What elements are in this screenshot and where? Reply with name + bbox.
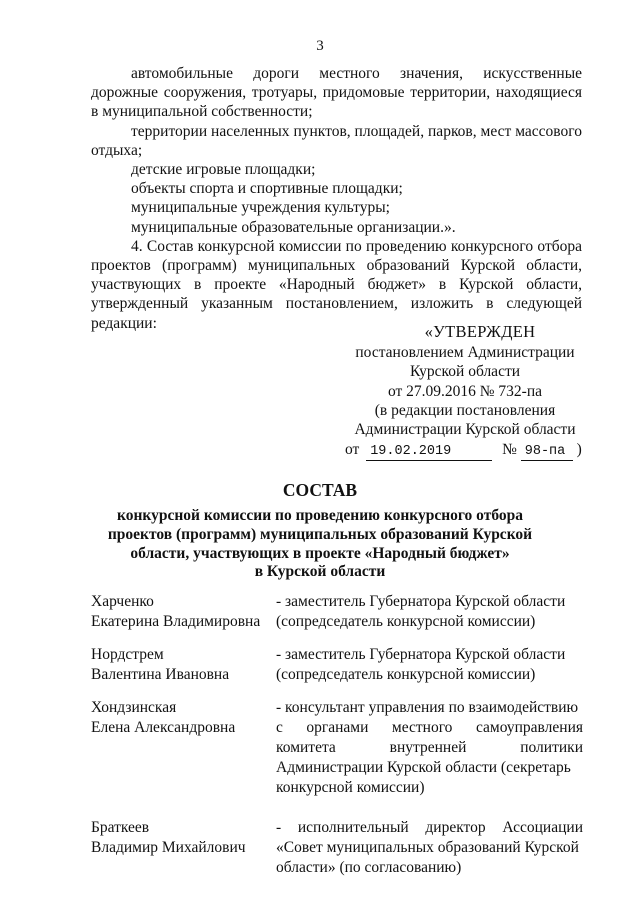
member-given-name: Валентина Ивановна (91, 666, 230, 683)
paragraph-roads: автомобильные дороги местного значения, искусственные дорожные сооружения, тротуары, придомовые территории, находящиеся в муниципальной собственности; (91, 65, 582, 121)
members-list (91, 592, 586, 878)
approval-line-5: Администрации Курской области (354, 421, 576, 439)
page-number: 3 (316, 38, 324, 54)
member-role-line: конкурсной комиссии) (276, 779, 425, 796)
approval-stamp (345, 322, 585, 461)
member-surname: Нордстрем (91, 646, 164, 663)
member-role (276, 592, 583, 632)
member-surname: Хондзинская (91, 699, 177, 716)
number-field: 98-па (521, 444, 573, 461)
approval-line-3: от 27.09.2016 № 732-па (387, 382, 543, 400)
member-surname: Браткеев (91, 819, 150, 836)
member-row (91, 698, 586, 798)
member-role-line: «Совет муниципальных образований Курской (276, 839, 579, 856)
paragraph-playgrounds: детские игровые площадки; (131, 161, 316, 179)
member-name (91, 592, 276, 632)
composition-subtitle-1: конкурсной комиссии по проведению конкурсного отбора (117, 507, 523, 524)
paragraph-item-4: 4. Состав конкурсной комиссии по проведению конкурсного отбора проектов (программ) муниципальных образований Курской области, участвующих в проекте «Народный бюджет» в Курской области, утвержденный указанным постановлением, изложить в следующей редакции: (91, 237, 582, 332)
composition-subtitle-3: области, участвующих в проекте «Народный бюджет» (130, 544, 510, 562)
member-name (91, 698, 276, 798)
member-name (91, 645, 276, 685)
approval-closing: ) (576, 441, 582, 459)
member-role-line: - заместитель Губернатора Курской области (276, 593, 566, 610)
member-role (276, 698, 583, 798)
paragraph-sports: объекты спорта и спортивные площадки; (131, 180, 403, 198)
member-role (276, 818, 583, 878)
member-given-name: Екатерина Владимировна (91, 613, 261, 630)
composition-title-block (90, 480, 550, 582)
member-given-name: Владимир Михайлович (91, 839, 246, 856)
member-role-line: (сопредседатель конкурсной комиссии) (276, 666, 536, 683)
member-role (276, 645, 583, 685)
member-role-line: - заместитель Губернатора Курской области (276, 646, 566, 663)
paragraph-territories: территории населенных пунктов, площадей, парков, мест массового отдыха; (91, 122, 582, 159)
approval-heading: «УТВЕРЖДЕН (424, 322, 536, 341)
approval-line-1: постановлением Администрации (355, 344, 575, 362)
composition-subtitle-4: в Курской области (254, 563, 386, 581)
member-name (91, 818, 276, 878)
date-field: 19.02.2019 (366, 444, 492, 461)
member-given-name: Елена Александровна (91, 719, 236, 736)
number-prefix: № (502, 441, 517, 459)
member-role-line: (сопредседатель конкурсной комиссии) (276, 613, 536, 630)
member-row (91, 592, 586, 632)
approval-line-2: Курской области (409, 363, 521, 381)
member-role-line: - консультант управления по взаимодействию (276, 699, 579, 716)
approval-date-row (345, 440, 585, 461)
date-prefix: от (345, 441, 360, 459)
approval-line-4: (в редакции постановления (374, 401, 556, 419)
member-row (91, 645, 586, 685)
member-role-line: области» (по согласованию) (276, 859, 462, 876)
member-row (91, 818, 586, 878)
composition-title: СОСТАВ (282, 480, 358, 500)
body-text (91, 64, 582, 333)
paragraph-education: муниципальные образовательные организации.». (131, 218, 456, 236)
paragraph-culture: муниципальные учреждения культуры; (131, 199, 390, 217)
member-role-line: - исполнительный директор Ассоциации (276, 819, 583, 836)
member-role-line: комитета внутренней политики (276, 739, 583, 756)
member-surname: Харченко (91, 593, 154, 610)
composition-subtitle-2: проектов (программ) муниципальных образований Курской (107, 525, 533, 543)
member-role-line: Администрации Курской области (секретарь (276, 759, 571, 776)
member-role-line: с органами местного самоуправления (276, 719, 583, 736)
